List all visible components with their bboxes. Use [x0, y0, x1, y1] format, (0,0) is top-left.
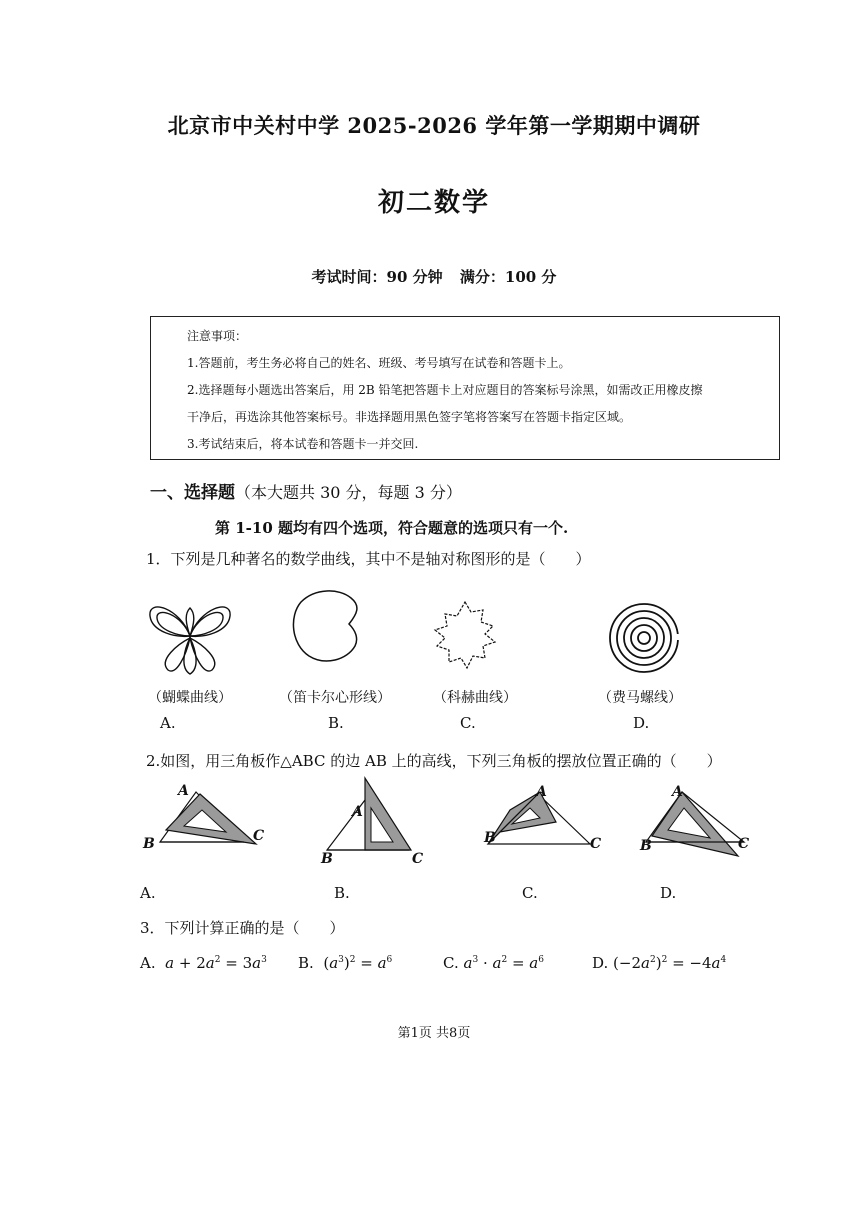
caption-butterfly: （蝴蝶曲线）: [148, 690, 232, 706]
caption-fermat: （费马螺线）: [598, 690, 682, 706]
fig-c-label-c: C: [590, 836, 602, 852]
q3-option-b: [298, 954, 392, 972]
exam-time: 考试时间：90 分钟: [311, 268, 443, 286]
fig-d-label-c: C: [738, 836, 750, 852]
q1-option-d: D.: [633, 714, 650, 732]
notice-line-2b: 干净后，再选涂其他答案标号。非选择题用黑色签字笔将答案写在答题卡指定区域。: [187, 410, 632, 424]
section-note: （本大题共 30 分，每题 3 分）: [235, 483, 462, 502]
exam-meta: [0, 266, 868, 287]
notice-line-2a: 2.选择题每小题选出答案后，用 2B 铅笔把答题卡上对应题目的答案标号涂黑，如需改正用橡皮擦: [187, 383, 703, 397]
triangle-figure-a: [140, 780, 280, 860]
fig-b-label-b: B: [321, 851, 333, 867]
subject-title: 初二数学: [377, 188, 490, 218]
q3-option-c-label: C.: [443, 954, 459, 972]
caption-cardioid: （笛卡尔心形线）: [279, 690, 391, 706]
triangle-figure-b: [315, 772, 435, 862]
butterfly-curve-figure: [140, 598, 240, 678]
notice-heading: 注意事项：: [187, 329, 248, 343]
q3-option-d-label: D.: [592, 954, 609, 972]
fig-b-label-c: C: [412, 851, 424, 867]
q1-option-a: A.: [160, 714, 176, 732]
q3-option-c: [443, 954, 544, 972]
fig-a-label-c: C: [253, 828, 265, 844]
fig-d-label-a: A: [672, 784, 683, 800]
page-footer: 第1页 共8页: [397, 1026, 471, 1041]
notice-line-1: 1.答题前，考生务必将自己的姓名、班级、考号填写在试卷和答题卡上。: [187, 356, 571, 370]
notice-line-3: 3.考试结束后，将本试卷和答题卡一并交回.: [187, 437, 419, 451]
q2-option-d: D.: [660, 884, 677, 902]
q2-option-a: A.: [140, 884, 156, 902]
q3-option-a-label: A.: [140, 954, 156, 972]
q3-option-c-expr: $a^3 \cdot a^2 = a^6$: [463, 954, 544, 972]
q3-option-b-expr: $(a^3)^2 = a^6$: [318, 954, 393, 972]
q3-option-a: [140, 954, 267, 972]
q3-option-b-label: B.: [298, 954, 314, 972]
q1-option-c: C.: [460, 714, 476, 732]
section-heading: [150, 478, 462, 503]
caption-koch: （科赫曲线）: [433, 690, 517, 706]
fig-c-label-b: B: [484, 830, 496, 846]
full-score: 满分：100 分: [459, 268, 557, 286]
question-3-text: 3．下列计算正确的是（ ）: [140, 919, 345, 937]
fig-c-label-a: A: [536, 784, 547, 800]
fig-a-label-a: A: [178, 783, 189, 799]
section-title: 一、选择题: [150, 483, 235, 503]
q2-option-c: C.: [522, 884, 538, 902]
notice-box: [150, 316, 780, 460]
fig-d-label-b: B: [640, 838, 652, 854]
q3-option-a-expr: $a + 2a^2 = 3a^3$: [165, 954, 267, 972]
fermat-spiral-figure: [600, 598, 690, 678]
fig-b-label-a: A: [352, 804, 363, 820]
question-2-text: 2.如图，用三角板作△ABC 的边 AB 上的高线，下列三角板的摆放位置正确的（ ）: [146, 752, 722, 770]
cardioid-figure: [285, 588, 375, 668]
q3-option-d-expr: $(-2a^2)^2 = -4a^4$: [613, 954, 727, 972]
fig-a-label-b: B: [143, 836, 155, 852]
section-instruction: 第 1-10 题均有四个选项，符合题意的选项只有一个.: [215, 519, 569, 537]
koch-curve-figure: [425, 598, 505, 678]
q2-option-b: B.: [334, 884, 350, 902]
exam-title: 北京市中关村中学 2025-2026 学年第一学期期中调研: [167, 113, 701, 138]
q1-option-b: B.: [328, 714, 344, 732]
question-1-text: 1．下列是几种著名的数学曲线，其中不是轴对称图形的是（ ）: [146, 550, 591, 568]
q3-option-d: [592, 954, 726, 972]
